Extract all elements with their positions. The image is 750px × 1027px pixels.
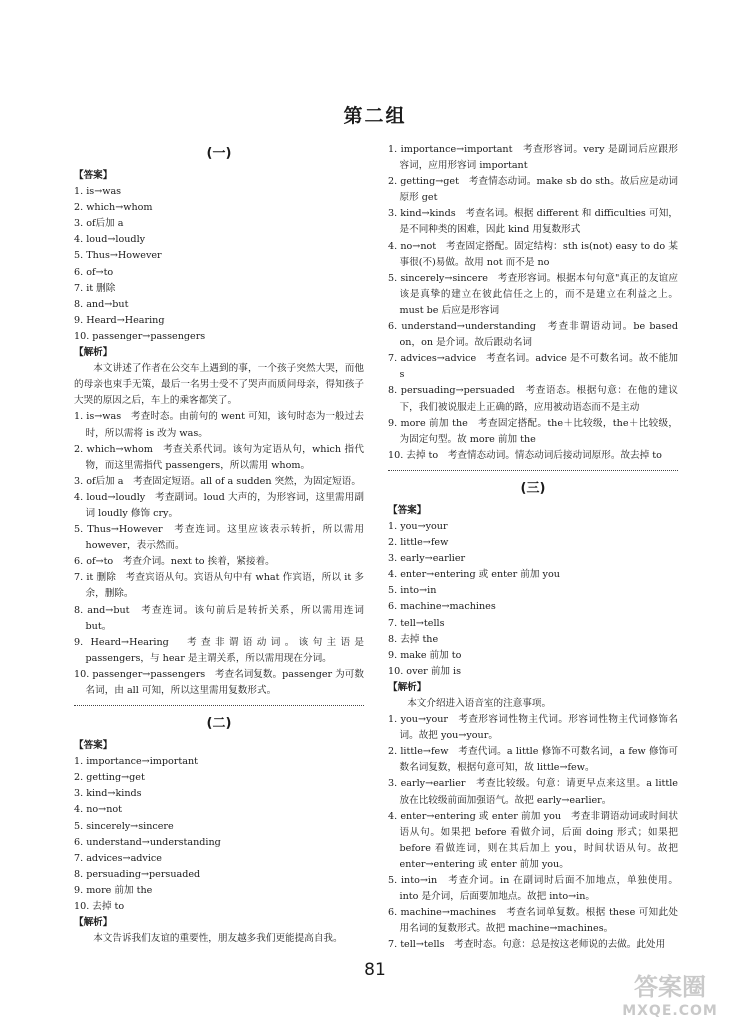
answer-item: 3. of后加 a xyxy=(74,218,124,230)
answer-item: 6. understand→understanding xyxy=(74,836,221,848)
analysis-item: 2. little→few 考查代词。a little 修饰不可数名词，a few 修饰可数名词复数，根据句意可知，故 little→few。 xyxy=(388,746,678,774)
analysis-item: 7. it 删除 考查宾语从句。宾语从句中有 what 作宾语，所以 it 多余，删除。 xyxy=(74,572,364,600)
analysis-tag: 【解析】 xyxy=(74,347,113,359)
answer-item: 8. and→but xyxy=(74,298,129,310)
answer-item: 1. is→was xyxy=(74,186,122,198)
analysis-intro: 本文介绍进入语音室的注意事项。 xyxy=(407,698,552,709)
analysis-item: 10. 去掉 to 考查情态动词。情态动词后接动词原形。故去掉 to xyxy=(388,449,662,461)
section-1-title: (一) xyxy=(206,146,232,161)
answer-item: 7. tell→tells xyxy=(388,617,445,629)
section-divider xyxy=(74,705,364,706)
analysis-item: 1. is→was 考查时态。由前句的 went 可知，该句时态为一般过去时，所以需将 is 改为 was。 xyxy=(74,411,364,439)
analysis-item: 9. more 前加 the 考查固定搭配。the＋比较级，the＋比较级，为固定句型。故 more 前加 the xyxy=(388,417,678,445)
watermark-logo xyxy=(604,965,736,1021)
analysis-intro: 本文告诉我们友谊的重要性，朋友越多我们更能提高自我。 xyxy=(93,933,343,945)
answer-item: 8. 去掉 the xyxy=(388,633,439,645)
answer-list-3 xyxy=(388,519,678,680)
analysis-list-3 xyxy=(388,712,678,953)
analysis-tag: 【解析】 xyxy=(388,681,427,693)
answer-item: 10. passenger→passengers xyxy=(74,330,206,342)
answer-item: 10. over 前加 is xyxy=(388,665,462,677)
answer-item: 6. of→to xyxy=(74,266,114,278)
answer-list-2 xyxy=(74,754,364,915)
answer-item: 2. getting→get xyxy=(74,772,145,784)
answer-list-1 xyxy=(74,184,364,345)
analysis-item: 5. sincerely→sincere 考查形容词。根据本句句意"真正的友谊应该是真挚的建立在彼此信任之上的，而不是建立在利益之上。must be 后应是形容词 xyxy=(388,272,678,316)
analysis-item: 3. early→earlier 考查比较级。句意：请更早点来这里。a little 放在比较级前面加强语气。故把 early→earlier。 xyxy=(388,778,678,806)
analysis-item: 6. of→to 考查介词。next to 挨着，紧接着。 xyxy=(74,556,275,568)
watermark-line2: MXQE.COM xyxy=(622,1003,718,1019)
analysis-item: 5. into→in 考查介词。in 在副词时后面不加地点，单独使用。into 是介词，后面要加地点。故把 into→in。 xyxy=(388,875,678,903)
answer-item: 4. loud→loudly xyxy=(74,234,146,246)
analysis-item: 4. no→not 考查固定搭配。固定结构：sth is(not) easy to do 某事很(不)易做。故用 not 而不是 no xyxy=(388,240,678,268)
answer-item: 5. Thus→However xyxy=(74,250,162,262)
answer-item: 2. which→whom xyxy=(74,202,153,214)
answer-item: 2. little→few xyxy=(388,537,449,549)
analysis-item: 6. understand→understanding 考查非谓语动词。be based on，on 是介词。故后跟动名词 xyxy=(388,321,678,349)
analysis-item: 10. passenger→passengers 考查名词复数。passenger 为可数名词，由 all 可知，所以这里需用复数形式。 xyxy=(74,668,364,696)
answer-item: 5. sincerely→sincere xyxy=(74,820,174,832)
answer-item: 9. make 前加 to xyxy=(388,649,462,661)
section-2-title: (二) xyxy=(206,716,232,732)
page-number: 81 xyxy=(364,960,386,980)
answer-item: 7. it 删除 xyxy=(74,282,116,294)
analysis-item: 1. importance→important 考查形容词。very 是副词后应跟形容词，应用形容词 important xyxy=(388,144,678,172)
answer-tag: 【答案】 xyxy=(74,170,113,181)
analysis-item: 3. kind→kinds 考查名词。根据 different 和 difficulties 可知，是不同种类的困难，因此 kind 用复数形式 xyxy=(388,208,678,236)
answer-item: 4. no→not xyxy=(74,804,123,816)
analysis-item: 6. machine→machines 考查名词单复数。根据 these 可知此处用名词的复数形式。故把 machine→machines。 xyxy=(388,907,678,935)
analysis-item: 5. Thus→However 考查连词。这里应该表示转折，所以需用 however，表示然而。 xyxy=(74,524,364,552)
analysis-item: 2. getting→get 考查情态动词。make sb do sth。故后应是动词原形 get xyxy=(388,176,678,204)
analysis-item: 1. you→your 考查形容词性物主代词。形容词性物主代词修饰名词。故把 you→your。 xyxy=(388,714,678,742)
answer-item: 5. into→in xyxy=(388,585,437,597)
analysis-list-1 xyxy=(74,409,364,699)
analysis-tag: 【解析】 xyxy=(74,917,113,929)
left-column xyxy=(74,142,364,947)
answer-item: 1. you→your xyxy=(388,520,448,532)
analysis-intro: 本文讲述了作者在公交车上遇到的事，一个孩子突然大哭，而他的母亲也束手无策，最后一名男士受不了哭声而质问母亲，得知孩子大哭的原因之后，车上的乘客都笑了。 xyxy=(74,363,364,407)
answer-item: 4. enter→entering 或 enter 前加 you xyxy=(388,569,560,581)
analysis-item: 4. loud→loudly 考查副词。loud 大声的，为形容词，这里需用副词 loudly 修饰 cry。 xyxy=(74,491,364,519)
analysis-item: 3. of后加 a 考查固定短语。all of a sudden 突然，为固定短语。 xyxy=(74,475,361,487)
page-title: 第二组 xyxy=(343,105,407,127)
analysis-item: 4. enter→entering 或 enter 前加 you 考查非谓语动词或时间状语从句。如果把 before 看做介词，后面 doing 形式；如果把 before 看做连词，则在其后加上 you，时间状语从句。故把 enter→entering 或 enter 前加 you。 xyxy=(388,810,678,870)
analysis-item: 7. tell→tells 考查时态。句意：总是按这老师说的去做。此处用 xyxy=(388,939,666,951)
watermark-line1: 答案圈 xyxy=(634,973,706,1001)
answer-item: 1. importance→important xyxy=(74,756,198,768)
analysis-list-2 xyxy=(388,142,678,464)
answer-tag: 【答案】 xyxy=(74,740,113,752)
analysis-item: 7. advices→advice 考查名词。advice 是不可数名词。故不能加 s xyxy=(388,353,678,381)
answer-item: 10. 去掉 to xyxy=(74,901,125,913)
answer-item: 9. more 前加 the xyxy=(74,884,153,896)
answer-tag: 【答案】 xyxy=(388,504,427,516)
answer-item: 6. machine→machines xyxy=(388,601,496,613)
answer-item: 3. kind→kinds xyxy=(74,788,142,800)
analysis-item: 8. persuading→persuaded 考查语态。根据句意：在他的建议下，我们被说服走上正确的路，应用被动语态而不是主动 xyxy=(388,385,678,413)
answer-item: 9. Heard→Hearing xyxy=(74,314,165,326)
answer-item: 7. advices→advice xyxy=(74,852,162,864)
answer-item: 3. early→earlier xyxy=(388,553,466,565)
section-3-title: (三) xyxy=(520,480,546,496)
section-divider xyxy=(388,470,678,471)
analysis-item: 8. and→but 考查连词。该句前后是转折关系，所以需用连词 but。 xyxy=(74,604,364,632)
answer-item: 8. persuading→persuaded xyxy=(74,868,201,880)
right-column xyxy=(388,142,678,954)
analysis-item: 9. Heard→Hearing 考查非谓语动词。该句主语是 passengers，与 hear 是主谓关系，所以需用现在分词。 xyxy=(74,636,364,664)
analysis-item: 2. which→whom 考查关系代词。该句为定语从句，which 指代物，而这里需指代 passengers，所以需用 whom。 xyxy=(74,443,364,471)
